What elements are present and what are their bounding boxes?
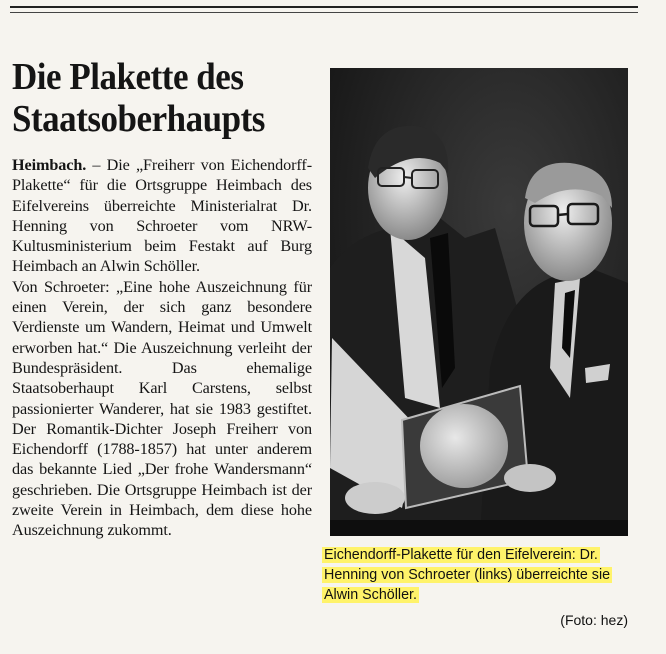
top-rule	[10, 6, 638, 8]
photo-illustration	[330, 68, 628, 536]
dateline: Heimbach.	[12, 156, 87, 174]
news-photo	[330, 68, 628, 536]
photo-caption	[322, 545, 630, 605]
article-paragraph-1	[12, 155, 312, 277]
paragraph-1-text: – Die „Freiherr von Eichendorff-Plakette“ für die Ortsgruppe Heimbach des Eifelvereins überreichte Ministerialrat Dr. Henning von Schroeter vom NRW-Kultusministerium beim Festakt auf Burg Heimbach an Alwin Schöller.	[12, 156, 312, 276]
photo-credit: (Foto: hez)	[560, 612, 628, 628]
article-headline: Die Plakette des Staatsoberhaupts	[12, 56, 265, 140]
article-paragraph-2: Von Schroeter: „Eine hohe Auszeichnung für einen Verein, der sich ganz besondere Verdienste um Wandern, Heimat und Umwelt erworben hat.“ Die Auszeichnung verleiht der Bundespräsident. Das ehemalige Staatsoberhaupt Karl Carstens, selbst passionierter Wanderer, hat sie 1983 gestiftet. Der Romantik-Dichter Joseph Freiherr von Eichendorff (1788-1857) hat unter anderem das bekannte Lied „Der frohe Wandersmann“ geschrieben. Die Ortsgruppe Heimbach ist der zweite Verein in Heimbach, dem diese hohe Auszeichnung zukommt.	[12, 277, 312, 540]
photo-caption-text: Eichendorff-Plakette für den Eifelverein: Dr. Henning von Schroeter (links) überreichte sie Alwin Schöller.	[324, 547, 611, 603]
top-rule-thin	[10, 12, 638, 13]
article-body	[12, 155, 312, 541]
